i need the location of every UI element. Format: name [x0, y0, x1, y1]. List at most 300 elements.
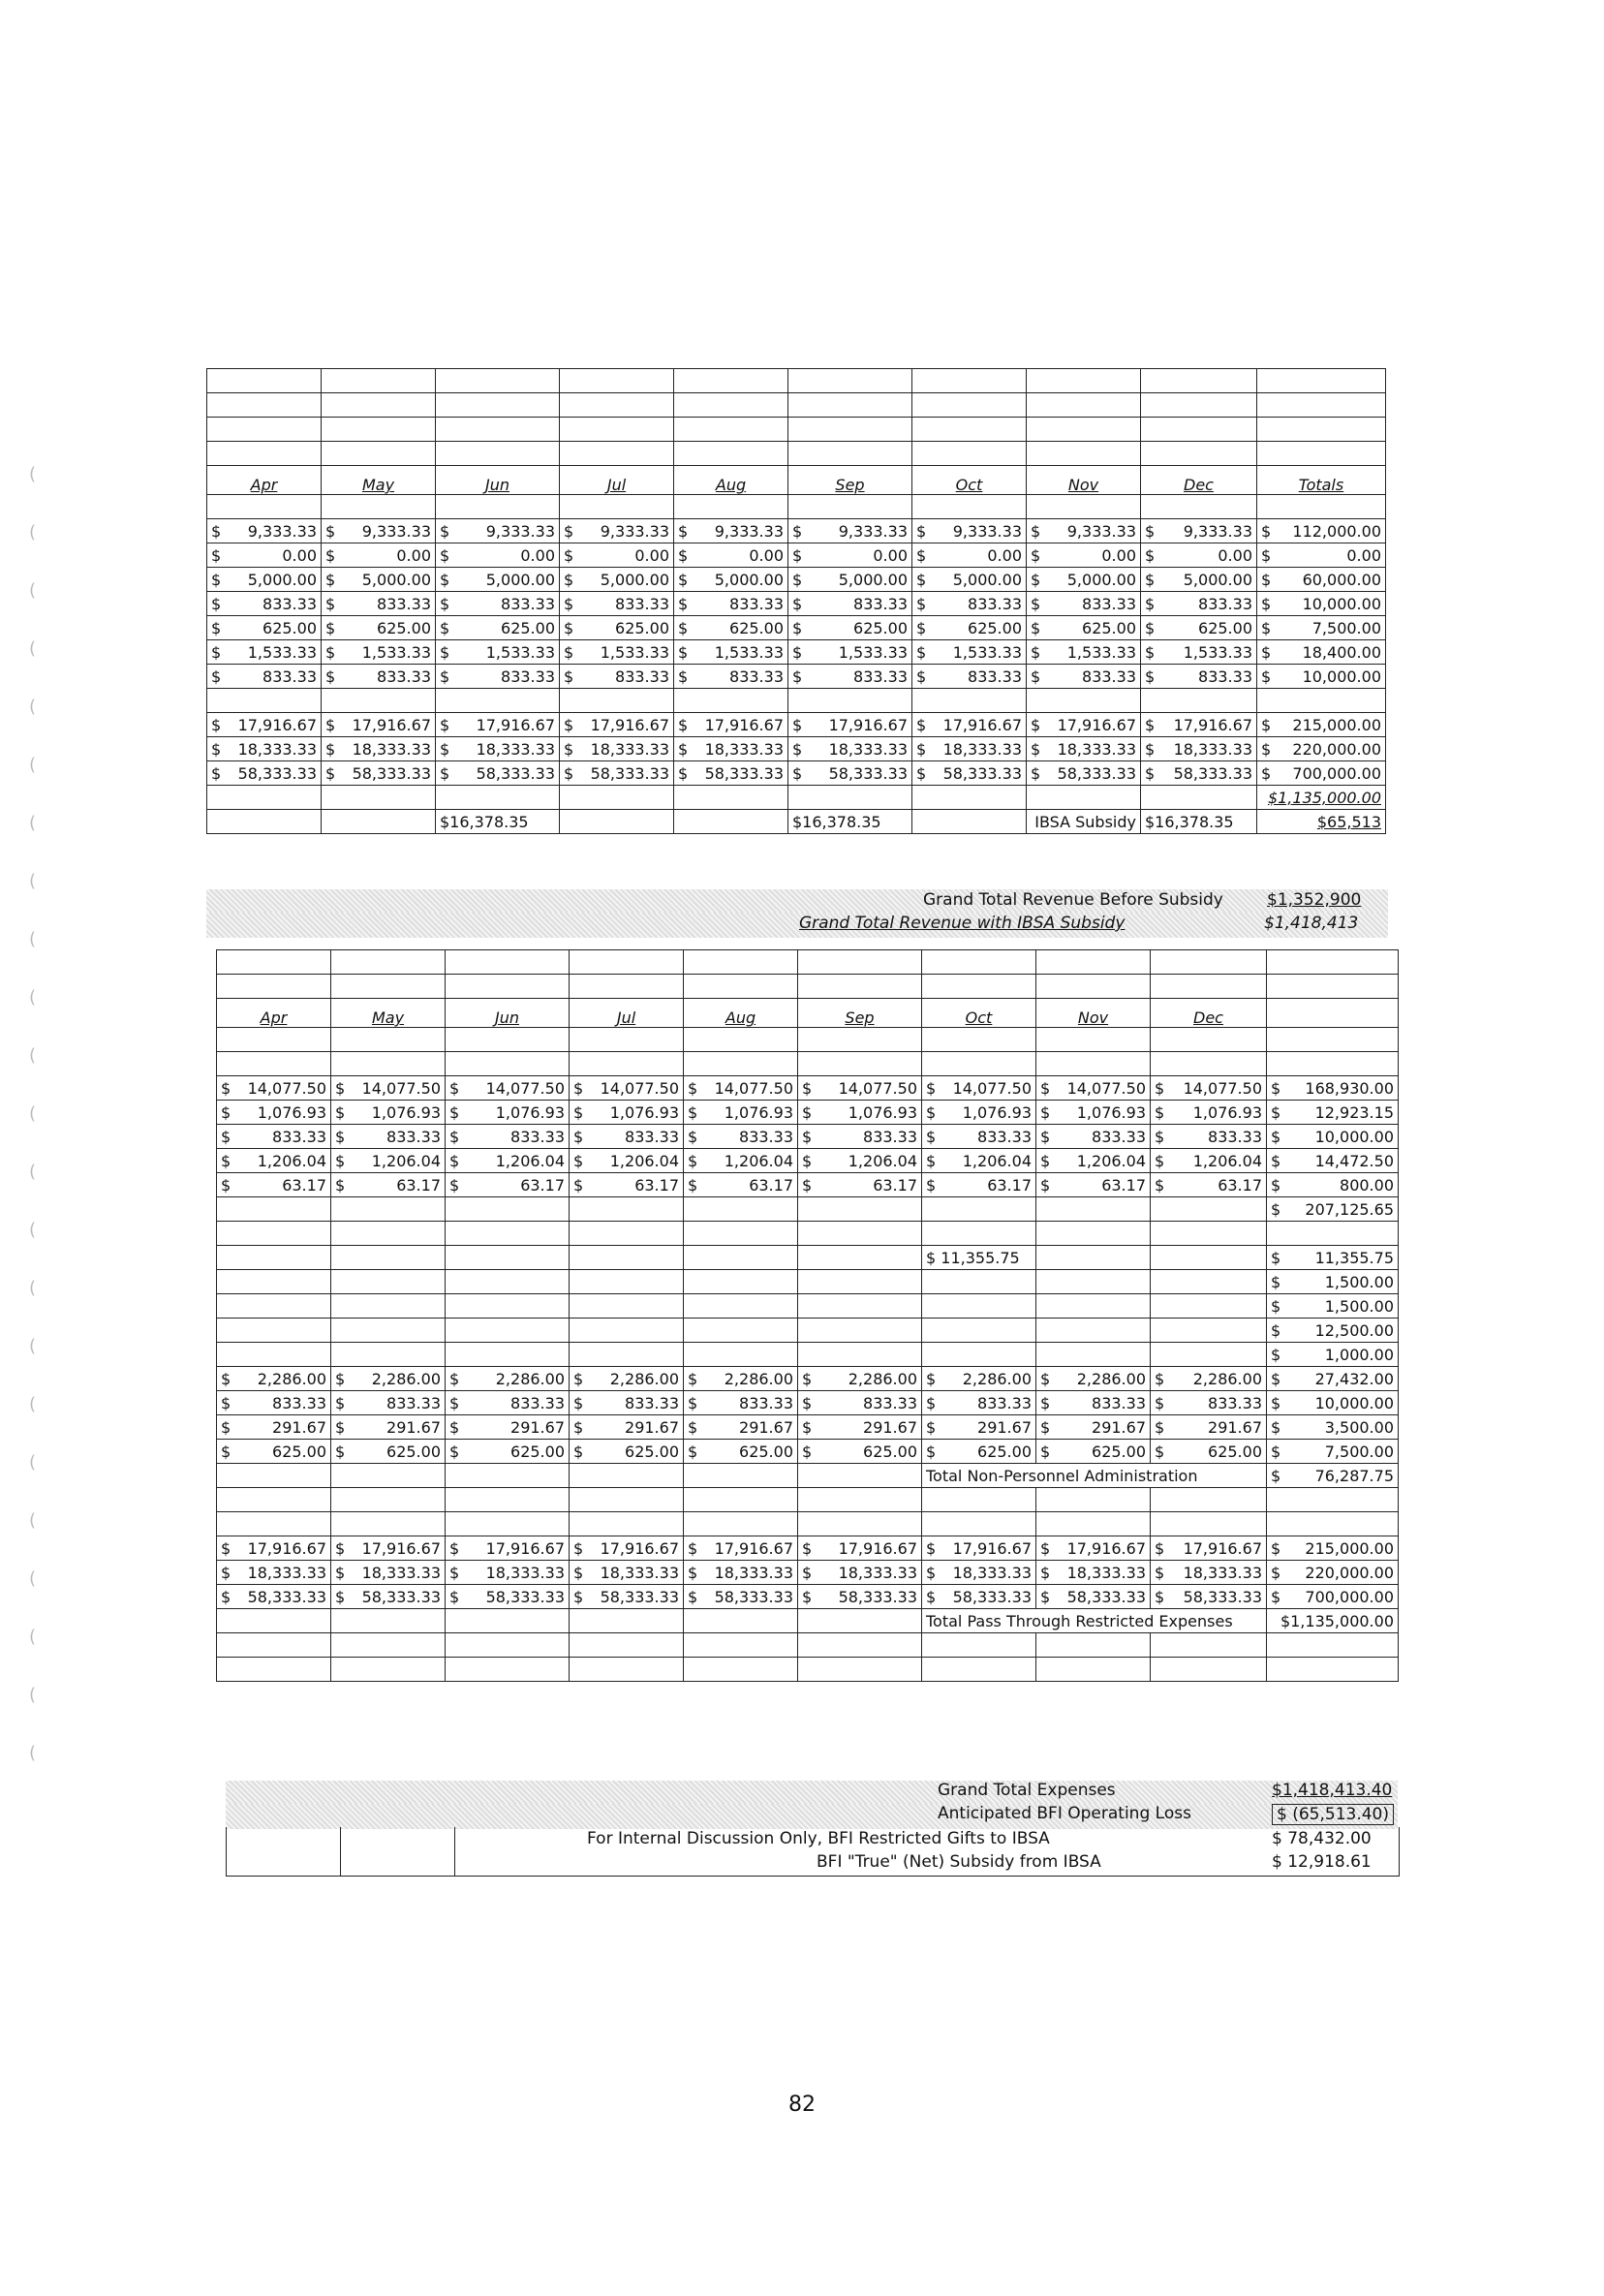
month-cell — [922, 1561, 1036, 1585]
month-amount — [792, 619, 908, 637]
month-cell — [1036, 1561, 1151, 1585]
month-amount — [926, 1370, 1032, 1388]
currency-sign: $ — [211, 739, 222, 759]
table-row — [207, 761, 1386, 786]
month-cell — [684, 1101, 798, 1125]
month-amount — [678, 667, 784, 686]
currency-sign: $ — [335, 1078, 346, 1098]
month-cell — [217, 1585, 331, 1609]
total-cell — [1267, 1149, 1399, 1173]
currency-sign: $ — [1271, 1151, 1281, 1170]
currency-sign: $ — [325, 618, 336, 637]
amount-value: 833.33 — [1198, 594, 1252, 613]
currency-sign: $ — [325, 642, 336, 662]
row-total — [1271, 1249, 1394, 1267]
currency-sign: $ — [802, 1102, 813, 1122]
amount-value: 1,533.33 — [952, 642, 1022, 662]
month-amount — [802, 1539, 917, 1558]
month-cell — [322, 640, 436, 665]
month-cell — [684, 1149, 798, 1173]
month-cell — [446, 1536, 570, 1561]
currency-sign: $ — [573, 1369, 584, 1388]
currency-sign: $ — [325, 715, 336, 734]
month-cell — [1027, 568, 1141, 592]
month-header: Jul — [560, 466, 674, 495]
month-header: Apr — [207, 466, 322, 495]
total-cell — [1267, 1343, 1399, 1367]
amount-value: 833.33 — [1082, 594, 1136, 613]
month-cell — [674, 640, 788, 665]
amount-value: 17,916.67 — [247, 1538, 326, 1558]
month-amount — [335, 1564, 441, 1582]
amount-value: 1,076.93 — [609, 1102, 679, 1122]
amount-value: 18,333.33 — [237, 739, 317, 759]
month-cell — [570, 1415, 684, 1440]
month-cell — [788, 568, 912, 592]
table-row — [207, 543, 1386, 568]
amount-value: 625.00 — [739, 1442, 793, 1461]
month-cell — [922, 1440, 1036, 1464]
month-cell — [560, 519, 674, 543]
amount-value: 17,916.67 — [1173, 715, 1252, 734]
currency-sign: $ — [1145, 521, 1156, 541]
currency-sign: $ — [221, 1078, 231, 1098]
pass-through-total-row — [207, 786, 1386, 810]
table-row — [217, 1076, 1399, 1101]
month-cell — [207, 761, 322, 786]
row-total — [1261, 619, 1381, 637]
month-cell — [798, 1367, 922, 1391]
month-amount — [688, 1418, 793, 1437]
currency-sign: $ — [1031, 642, 1041, 662]
amount-value: 833.33 — [501, 667, 555, 686]
amount-value: 2,286.00 — [609, 1369, 679, 1388]
month-cell — [1027, 665, 1141, 689]
month-cell — [217, 1367, 331, 1391]
amount-value: 58,333.33 — [838, 1587, 917, 1606]
month-cell — [570, 1367, 684, 1391]
row-total — [1271, 1443, 1394, 1461]
month-cell — [436, 543, 560, 568]
net-subsidy-value: $ 12,918.61 — [1272, 1852, 1372, 1872]
row-total — [1261, 571, 1381, 589]
month-amount — [678, 716, 784, 734]
amount-value: 1,206.04 — [495, 1151, 565, 1170]
currency-sign: $ — [573, 1151, 584, 1170]
total-cell — [1267, 1367, 1399, 1391]
currency-sign: $ — [1155, 1393, 1165, 1412]
amount-value: 0.00 — [1346, 545, 1381, 565]
amount-value: 625.00 — [968, 618, 1022, 637]
currency-sign: $ — [440, 521, 450, 541]
month-cell — [322, 616, 436, 640]
currency-sign: $ — [802, 1563, 813, 1582]
currency-sign: $ — [1031, 618, 1041, 637]
currency-sign: $ — [688, 1369, 698, 1388]
currency-sign: $ — [449, 1175, 460, 1195]
currency-sign: $ — [916, 715, 927, 734]
month-amount — [688, 1443, 793, 1461]
currency-sign: $ — [335, 1151, 346, 1170]
total-cell — [1257, 640, 1386, 665]
month-amount — [792, 740, 908, 759]
net-subsidy-label: BFI "True" (Net) Subsidy from IBSA — [817, 1852, 1101, 1872]
month-cell — [1151, 1440, 1267, 1464]
month-amount — [792, 571, 908, 589]
month-cell — [788, 616, 912, 640]
month-amount — [335, 1128, 441, 1146]
currency-sign: $ — [1261, 521, 1272, 541]
currency-sign: $ — [802, 1151, 813, 1170]
currency-sign: $ — [573, 1127, 584, 1146]
amount-value: 833.33 — [977, 1393, 1032, 1412]
month-amount — [211, 643, 317, 662]
currency-sign: $ — [926, 1538, 937, 1558]
month-cell — [684, 1125, 798, 1149]
month-amount — [449, 1370, 565, 1388]
month-cell — [436, 761, 560, 786]
month-amount — [926, 1079, 1032, 1098]
amount-value: 2,286.00 — [371, 1369, 441, 1388]
currency-sign: $ — [1031, 570, 1041, 589]
currency-sign: $ — [678, 763, 689, 783]
amount-value: 5,000.00 — [600, 570, 669, 589]
currency-sign: $ — [678, 570, 689, 589]
month-cell — [1141, 543, 1257, 568]
currency-sign: $ — [211, 545, 222, 565]
month-amount — [325, 764, 431, 783]
month-amount — [564, 764, 669, 783]
amount-value: 1,533.33 — [1066, 642, 1136, 662]
currency-sign: $ — [926, 1442, 937, 1461]
currency-sign: $ — [449, 1417, 460, 1437]
amount-value: 833.33 — [377, 667, 431, 686]
currency-sign: $ — [1145, 763, 1156, 783]
amount-value: 17,916.67 — [714, 1538, 793, 1558]
month-amount — [325, 619, 431, 637]
total-cell — [1267, 1561, 1399, 1585]
amount-value: 625.00 — [615, 618, 669, 637]
month-amount — [926, 1128, 1032, 1146]
month-amount — [802, 1370, 917, 1388]
currency-sign: $ — [335, 1587, 346, 1606]
month-cell — [912, 519, 1027, 543]
currency-sign: $ — [802, 1393, 813, 1412]
month-cell — [436, 737, 560, 761]
currency-sign: $ — [688, 1127, 698, 1146]
currency-sign: $ — [688, 1587, 698, 1606]
month-amount — [325, 716, 431, 734]
month-amount — [792, 522, 908, 541]
amount-value: 63.17 — [749, 1175, 793, 1195]
month-cell — [798, 1076, 922, 1101]
month-amount — [335, 1176, 441, 1195]
currency-sign: $ — [440, 618, 450, 637]
month-cell — [798, 1173, 922, 1197]
month-cell — [207, 568, 322, 592]
admin-total-label: Total Non-Personnel Administration — [922, 1464, 1267, 1488]
month-cell — [560, 665, 674, 689]
month-amount — [1145, 619, 1252, 637]
month-amount — [1040, 1394, 1146, 1412]
currency-sign: $ — [440, 570, 450, 589]
month-cell — [912, 737, 1027, 761]
month-amount — [449, 1176, 565, 1195]
row-total — [1271, 1588, 1394, 1606]
currency-sign: $ — [688, 1442, 698, 1461]
amount-value: 215,000.00 — [1305, 1538, 1394, 1558]
amount-value: 18,333.33 — [828, 739, 908, 759]
month-amount — [211, 716, 317, 734]
amount-value: 833.33 — [501, 594, 555, 613]
amount-value: 17,916.67 — [237, 715, 317, 734]
month-amount — [449, 1103, 565, 1122]
currency-sign: $ — [335, 1442, 346, 1461]
amount-value: 215,000.00 — [1292, 715, 1381, 734]
amount-value: 833.33 — [262, 667, 317, 686]
month-amount — [440, 716, 555, 734]
currency-sign: $ — [221, 1151, 231, 1170]
amount-value: 625.00 — [853, 618, 908, 637]
currency-sign: $ — [678, 545, 689, 565]
amount-value: 1,533.33 — [361, 642, 431, 662]
month-header: Nov — [1027, 466, 1141, 495]
currency-sign: $ — [440, 594, 450, 613]
blank-row — [207, 689, 1386, 713]
amount-value: 625.00 — [272, 1442, 326, 1461]
amount-value: 18,333.33 — [247, 1563, 326, 1582]
month-cell — [684, 1076, 798, 1101]
amount-value: 1,076.93 — [1076, 1102, 1146, 1122]
currency-sign: $ — [440, 642, 450, 662]
amount-value: 63.17 — [520, 1175, 565, 1195]
month-cell — [436, 568, 560, 592]
personnel-total — [1271, 1200, 1394, 1219]
month-amount — [573, 1103, 679, 1122]
month-cell — [1151, 1561, 1267, 1585]
month-cell — [922, 1585, 1036, 1609]
month-cell — [436, 640, 560, 665]
month-cell — [207, 640, 322, 665]
month-amount — [221, 1128, 326, 1146]
currency-sign: $ — [916, 763, 927, 783]
month-amount — [440, 740, 555, 759]
month-amount — [573, 1176, 679, 1195]
single-expense-row — [217, 1294, 1399, 1319]
amount-value: 833.33 — [863, 1393, 917, 1412]
currency-sign: $ — [335, 1369, 346, 1388]
currency-sign: $ — [916, 570, 927, 589]
amount-value: 14,077.50 — [361, 1078, 441, 1098]
month-cell — [322, 713, 436, 737]
month-cell — [1036, 1440, 1151, 1464]
subsidy-total: $65,513 — [1257, 810, 1386, 834]
month-cell — [684, 1585, 798, 1609]
blank-row — [217, 1488, 1399, 1512]
month-cell — [1027, 519, 1141, 543]
currency-sign: $ — [1040, 1538, 1051, 1558]
amount-value: 10,000.00 — [1302, 667, 1381, 686]
total-cell — [1267, 1585, 1399, 1609]
amount-value: 10,000.00 — [1314, 1393, 1394, 1412]
oct-cell — [922, 1294, 1036, 1319]
currency-sign: $ — [573, 1538, 584, 1558]
total-cell — [1267, 1246, 1399, 1270]
total-cell — [1257, 592, 1386, 616]
total-cell — [1267, 1076, 1399, 1101]
currency-sign: $ — [221, 1127, 231, 1146]
single-expense-row — [217, 1270, 1399, 1294]
currency-sign: $ — [916, 642, 927, 662]
table-row — [217, 1440, 1399, 1464]
month-amount — [916, 619, 1022, 637]
month-cell — [788, 665, 912, 689]
month-amount — [335, 1152, 441, 1170]
month-cell — [1036, 1415, 1151, 1440]
amount-value: 0.00 — [282, 545, 317, 565]
currency-sign: $ — [1271, 1127, 1281, 1146]
blank-row — [207, 369, 1386, 393]
row-total — [1271, 1346, 1394, 1364]
month-cell — [1141, 616, 1257, 640]
month-cell — [798, 1391, 922, 1415]
month-cell — [446, 1440, 570, 1464]
month-amount — [678, 643, 784, 662]
currency-sign: $ — [678, 594, 689, 613]
month-cell — [674, 665, 788, 689]
amount-value: 9,333.33 — [361, 521, 431, 541]
currency-sign: $ — [564, 594, 574, 613]
row-total — [1271, 1418, 1394, 1437]
amount-value: 10,000.00 — [1302, 594, 1381, 613]
currency-sign: $ — [1031, 715, 1041, 734]
month-header: Jun — [446, 999, 570, 1028]
amount-value: 58,333.33 — [952, 1587, 1032, 1606]
currency-sign: $ — [1271, 1272, 1281, 1291]
amount-value: 625.00 — [625, 1442, 679, 1461]
amount-value: 18,333.33 — [361, 1563, 441, 1582]
currency-sign: $ — [325, 763, 336, 783]
month-amount — [688, 1564, 793, 1582]
amount-value: 18,333.33 — [942, 739, 1022, 759]
currency-sign: $ — [1031, 594, 1041, 613]
currency-sign: $ — [1145, 739, 1156, 759]
amount-value: 1,206.04 — [609, 1151, 679, 1170]
currency-sign: $ — [221, 1393, 231, 1412]
amount-value: 5,000.00 — [714, 570, 784, 589]
currency-sign: $ — [1271, 1466, 1281, 1485]
currency-sign: $ — [678, 739, 689, 759]
amount-value: 58,333.33 — [237, 763, 317, 783]
currency-sign: $ — [688, 1563, 698, 1582]
month-cell — [922, 1415, 1036, 1440]
subsidy-sep: $16,378.35 — [788, 810, 912, 834]
month-cell — [1141, 519, 1257, 543]
amount-value: 1,500.00 — [1324, 1296, 1394, 1316]
month-amount — [325, 740, 431, 759]
subsidy-label: IBSA Subsidy — [1027, 810, 1141, 834]
table-row — [217, 1415, 1399, 1440]
amount-value: 0.00 — [1101, 545, 1136, 565]
amount-value: 0.00 — [749, 545, 784, 565]
month-amount — [1155, 1103, 1262, 1122]
blank-row — [207, 442, 1386, 466]
currency-sign: $ — [1155, 1417, 1165, 1437]
month-amount — [1031, 571, 1136, 589]
currency-sign: $ — [1271, 1102, 1281, 1122]
currency-sign: $ — [1155, 1127, 1165, 1146]
month-amount — [221, 1418, 326, 1437]
amount-value: 58,333.33 — [828, 763, 908, 783]
currency-sign: $ — [678, 667, 689, 686]
month-amount — [1155, 1370, 1262, 1388]
month-amount — [1145, 595, 1252, 613]
currency-sign: $ — [573, 1078, 584, 1098]
amount-value: 833.33 — [625, 1127, 679, 1146]
month-amount — [916, 595, 1022, 613]
month-cell — [322, 543, 436, 568]
total-cell — [1267, 1536, 1399, 1561]
amount-value: 0.00 — [634, 545, 669, 565]
month-cell — [446, 1101, 570, 1125]
month-amount — [926, 1418, 1032, 1437]
month-cell — [560, 713, 674, 737]
total-cell — [1267, 1125, 1399, 1149]
month-cell — [674, 519, 788, 543]
amount-value: 1,076.93 — [962, 1102, 1032, 1122]
amount-value: 60,000.00 — [1302, 570, 1381, 589]
month-cell — [570, 1149, 684, 1173]
budget-sheet — [206, 368, 1393, 2296]
amount-value: 58,333.33 — [476, 763, 555, 783]
currency-sign: $ — [1145, 642, 1156, 662]
currency-sign: $ — [1040, 1151, 1051, 1170]
amount-value: 833.33 — [853, 667, 908, 686]
amount-value: 2,286.00 — [257, 1369, 326, 1388]
amount-value: 9,333.33 — [1066, 521, 1136, 541]
month-amount — [1040, 1564, 1146, 1582]
currency-sign: $ — [221, 1587, 231, 1606]
amount-value: 0.00 — [520, 545, 555, 565]
amount-value: 18,333.33 — [838, 1563, 917, 1582]
month-amount — [1031, 740, 1136, 759]
month-cell — [922, 1149, 1036, 1173]
month-amount — [564, 716, 669, 734]
month-cell — [1151, 1076, 1267, 1101]
month-cell — [446, 1125, 570, 1149]
currency-sign: $ — [449, 1393, 460, 1412]
amount-value: 625.00 — [1208, 1442, 1262, 1461]
month-amount — [1155, 1418, 1262, 1437]
month-cell — [436, 519, 560, 543]
amount-value: 9,333.33 — [714, 521, 784, 541]
grand-total-before-value: $1,352,900 — [1267, 890, 1362, 910]
amount-value: 58,333.33 — [600, 1587, 679, 1606]
month-cell — [684, 1391, 798, 1415]
month-header: Oct — [912, 466, 1027, 495]
row-total — [1271, 1321, 1394, 1340]
row-total — [1271, 1539, 1394, 1558]
amount-value: 9,333.33 — [485, 521, 555, 541]
month-cell — [788, 640, 912, 665]
amount-value: 14,077.50 — [1183, 1078, 1262, 1098]
currency-sign: $ — [1031, 521, 1041, 541]
amount-value: 1,500.00 — [1324, 1272, 1394, 1291]
amount-value: 17,916.67 — [476, 715, 555, 734]
currency-sign: $ — [916, 667, 927, 686]
month-header: Oct — [922, 999, 1036, 1028]
currency-sign: $ — [1040, 1175, 1051, 1195]
